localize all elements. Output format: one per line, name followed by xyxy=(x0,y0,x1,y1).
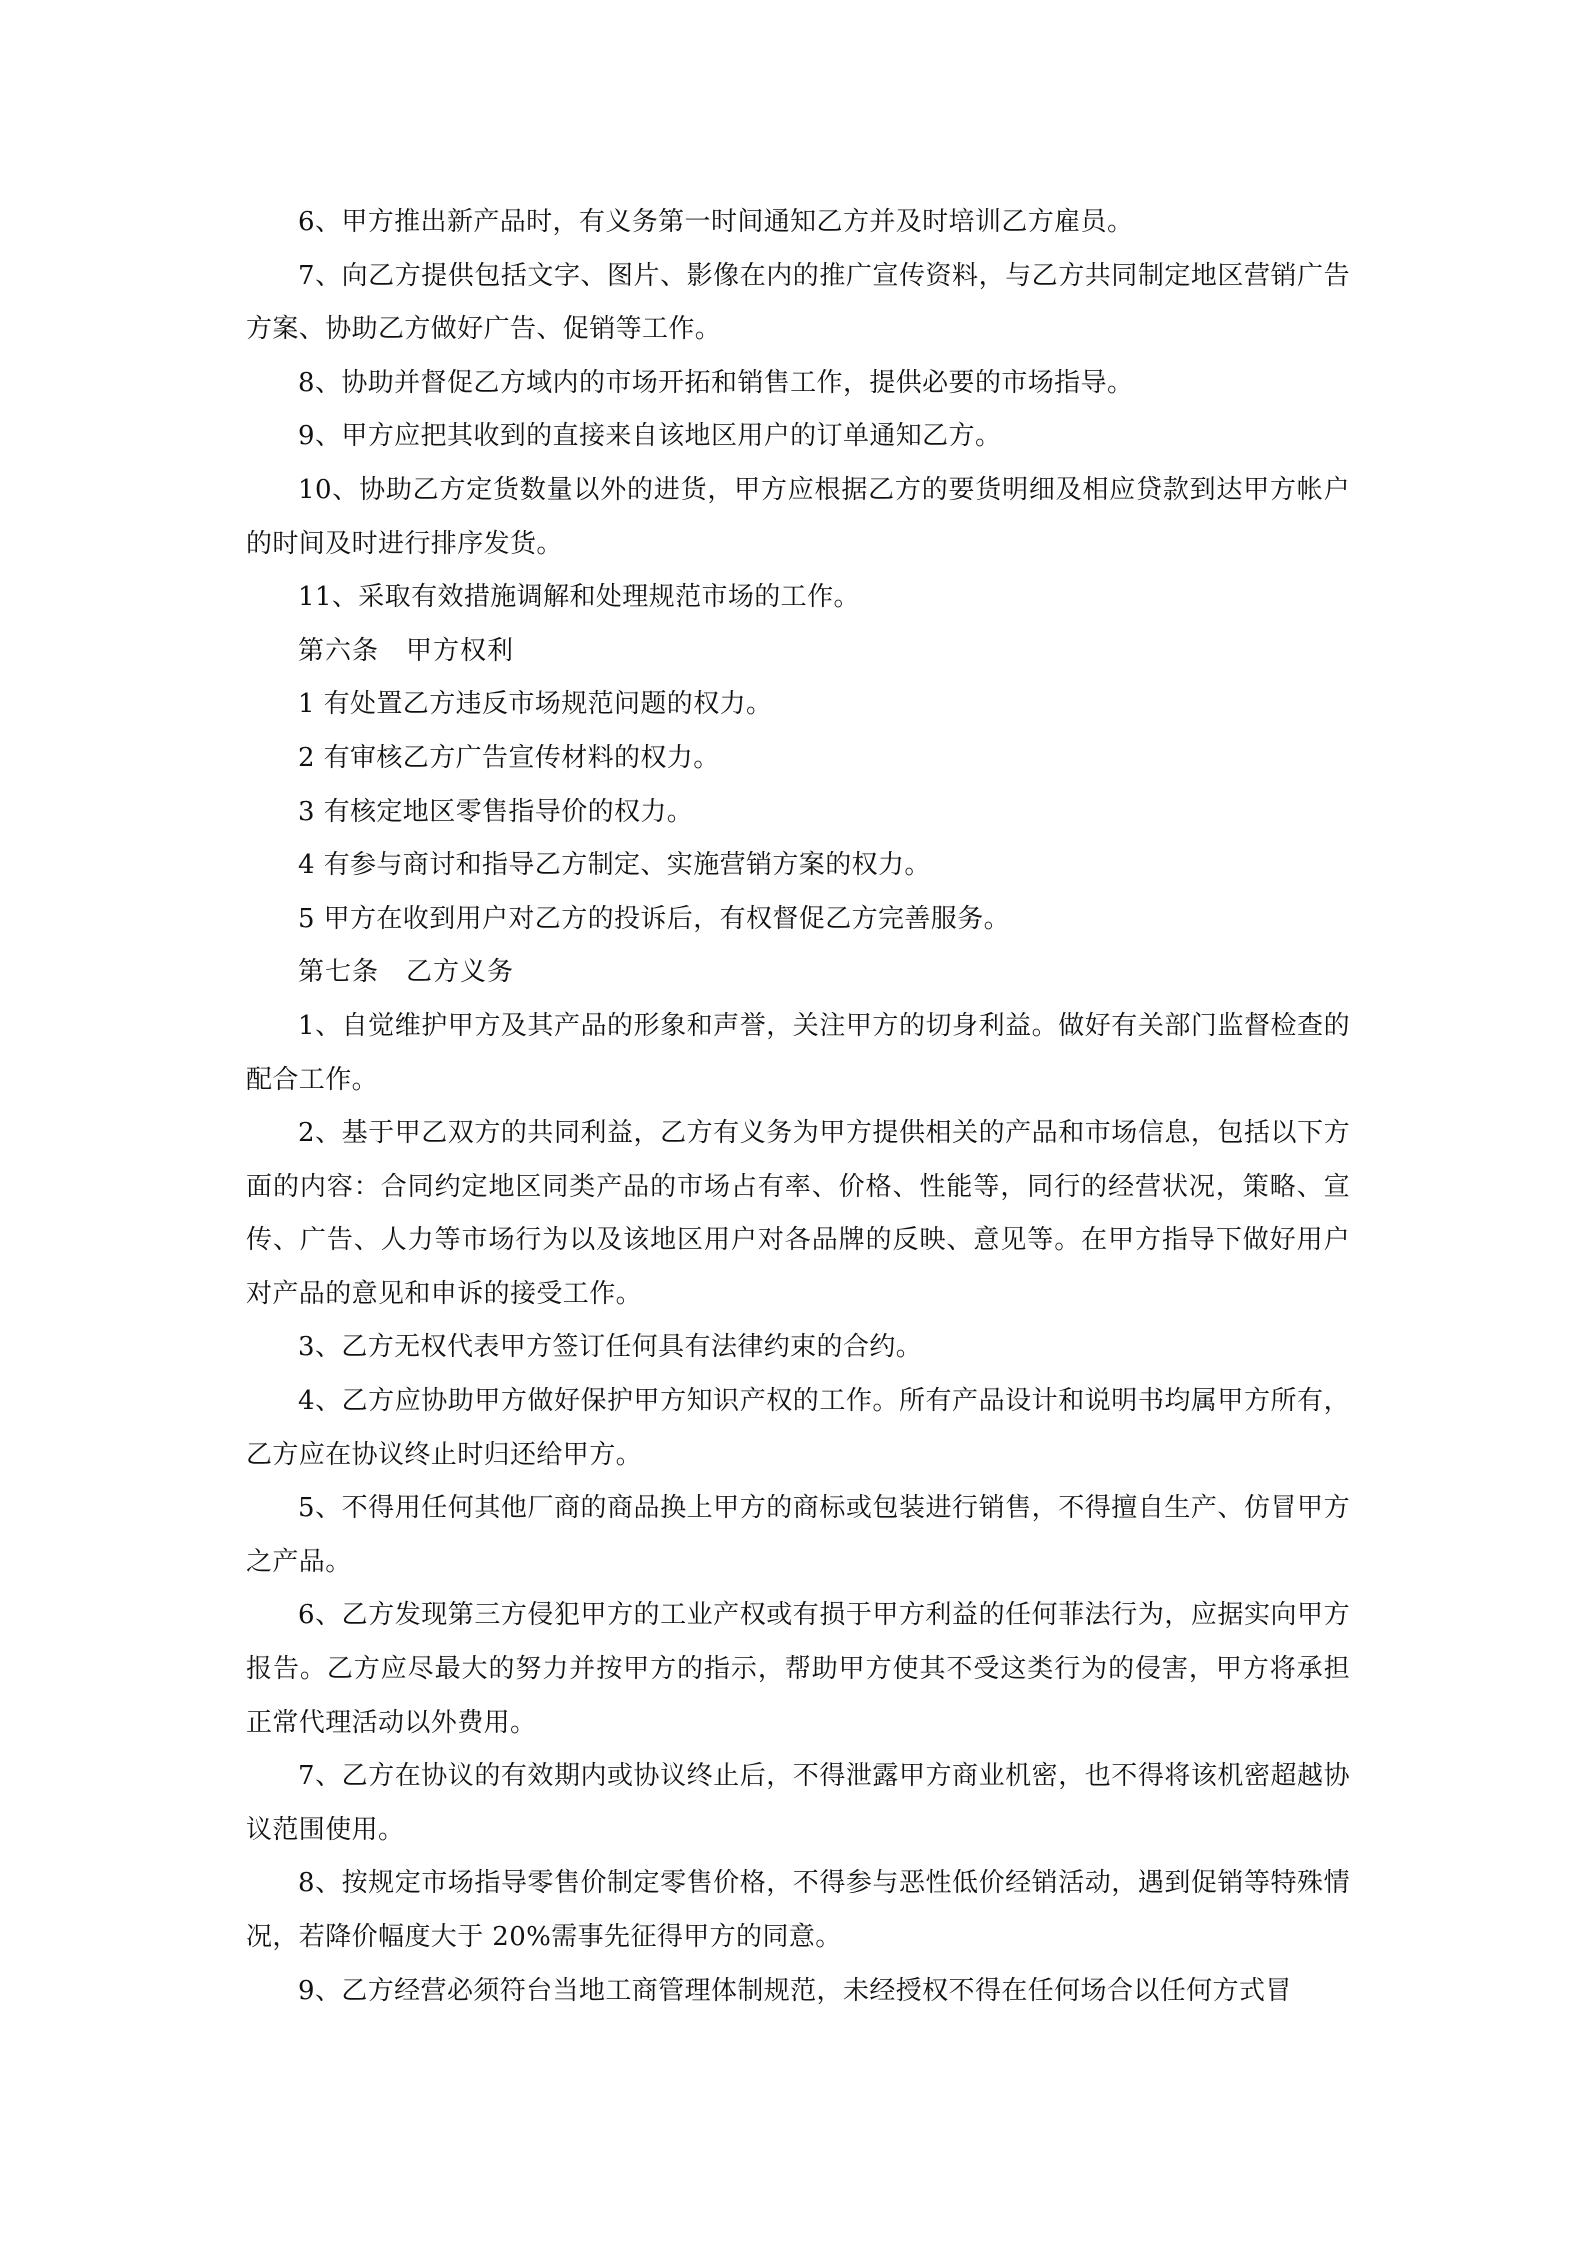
paragraph-party-b-1: 1、自觉维护甲方及其产品的形象和声誉，关注甲方的切身利益。做好有关部门监督检查的配合工作。 xyxy=(246,1010,1350,1095)
paragraph-right-3: 3 有核定地区零售指导价的权力。 xyxy=(298,796,694,827)
paragraph-obligation-10: 10、协助乙方定货数量以外的进货，甲方应根据乙方的要货明细及相应贷款到达甲方帐户的时间及时进行排序发货。 xyxy=(246,474,1350,559)
article-6-heading: 第六条 甲方权利 xyxy=(298,635,515,666)
paragraph-party-b-8: 8、按规定市场指导零售价制定零售价格，不得参与恶性低价经销活动，遇到促销等特殊情况，若降价幅度大于 20%需事先征得甲方的同意。 xyxy=(246,1868,1350,1952)
paragraph-obligation-11: 11、采取有效措施调解和处理规范市场的工作。 xyxy=(298,582,860,613)
paragraph-right-1: 1 有处置乙方违反市场规范问题的权力。 xyxy=(298,689,773,720)
paragraph-party-b-2: 2、基于甲乙双方的共同利益，乙方有义务为甲方提供相关的产品和市场信息，包括以下方面的内容：合同约定地区同类产品的市场占有率、价格、性能等，同行的经营状况，策略、宣传、广告、人力等市场行为以及该地区用户对各品牌的反映、意见等。在甲方指导下做好用户对产品的意见和申诉的接受工作。 xyxy=(246,1118,1350,1309)
article-7-heading: 第七条 乙方义务 xyxy=(298,957,515,988)
paragraph-right-4: 4 有参与商讨和指导乙方制定、实施营销方案的权力。 xyxy=(298,850,931,881)
paragraph-party-b-6: 6、乙方发现第三方侵犯甲方的工业产权或有损于甲方利益的任何菲法行为，应据实向甲方报告。乙方应尽最大的努力并按甲方的指示，帮助甲方使其不受这类行为的侵害，甲方将承担正常代理活动以外费用。 xyxy=(246,1600,1350,1738)
paragraph-obligation-9: 9、甲方应把其收到的直接来自该地区用户的订单通知乙方。 xyxy=(298,421,1002,452)
paragraph-party-b-7: 7、乙方在协议的有效期内或协议终止后，不得泄露甲方商业机密，也不得将该机密超越协议范围使用。 xyxy=(246,1761,1350,1845)
paragraph-obligation-6: 6、甲方推出新产品时，有义务第一时间通知乙方并及时培训乙方雇员。 xyxy=(298,207,1134,237)
paragraph-obligation-8: 8、协助并督促乙方域内的市场开拓和销售工作，提供必要的市场指导。 xyxy=(298,367,1134,398)
paragraph-right-2: 2 有审核乙方广告宣传材料的权力。 xyxy=(298,742,720,773)
paragraph-right-5: 5 甲方在收到用户对乙方的投诉后，有权督促乙方完善服务。 xyxy=(298,903,1011,934)
paragraph-party-b-4: 4、乙方应协助甲方做好保护甲方知识产权的工作。所有产品设计和说明书均属甲方所有，乙方应在协议终止时归还给甲方。 xyxy=(246,1386,1350,1470)
paragraph-party-b-5: 5、不得用任何其他厂商的商品换上甲方的商标或包装进行销售，不得擅自生产、仿冒甲方之产品。 xyxy=(246,1493,1350,1577)
document-body xyxy=(246,196,1350,2018)
paragraph-party-b-9: 9、乙方经营必须符台当地工商管理体制规范，未经授权不得在任何场合以任何方式冒 xyxy=(298,1975,1292,2006)
paragraph-party-b-3: 3、乙方无权代表甲方签订任何具有法律约束的合约。 xyxy=(298,1332,923,1363)
paragraph-obligation-7: 7、向乙方提供包括文字、图片、影像在内的推广宣传资料，与乙方共同制定地区营销广告方案、协助乙方做好广告、促销等工作。 xyxy=(246,260,1350,345)
